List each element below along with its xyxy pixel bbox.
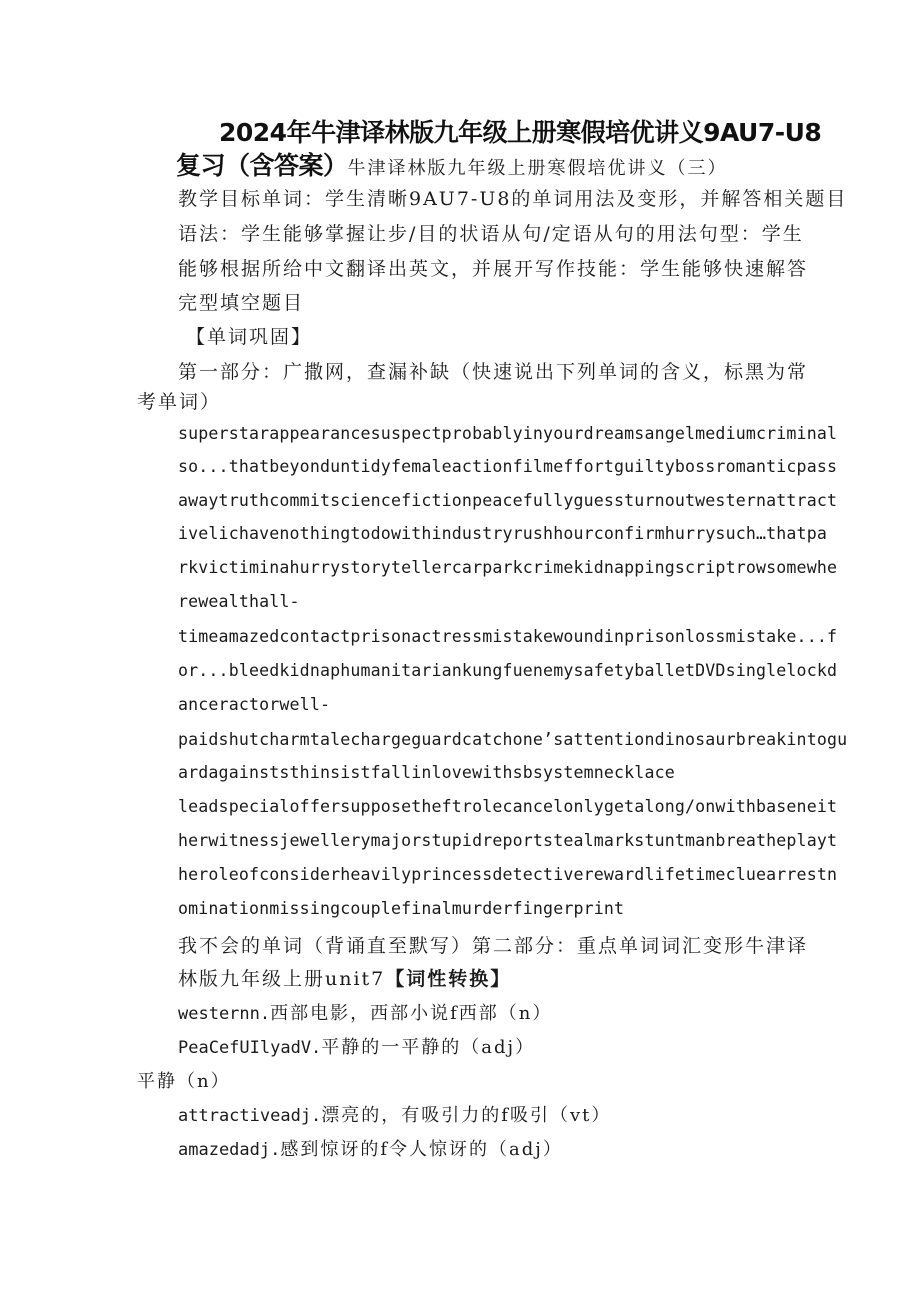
objective-line: 完型填空题目 [178,292,305,314]
part2-heading: 我不会的单词（背诵直至默写）第二部分：重点单词词汇变形牛津译 [178,935,809,957]
word-list-line: or...bleedkidnaphumanitariankungfuenemysafetyballetDVDsinglelockd [178,661,838,680]
conversion-item [178,1135,918,1161]
conversion-word: PeaCefUIlyadV. [178,1038,322,1058]
word-list-line: rewealthall- [178,592,300,611]
conversion-text: 平静的一平静的（adj） [321,1037,536,1058]
conversion-text: 西部电影，西部小说f西部（n） [270,1003,553,1024]
conversion-word: attractiveadj. [178,1106,322,1126]
word-list-line: herwitnessjewellerymajorstupidreportstealmarkstuntmanbreatheplayt [178,831,838,850]
document-title-line-2 [176,146,916,182]
objective-line: 教学目标单词：学生清晰9AU7-U8的单词用法及变形，并解答相关题目 [178,188,848,210]
conversion-item [178,1101,918,1127]
document-subtitle: 牛津译林版九年级上册寒假培优讲义（三） [347,158,728,179]
word-list-line: heroleofconsiderheavilyprincessdetectiverewardlifetimecluearrestn [178,865,838,884]
word-list-line: so...thatbeyonduntidyfemaleactionfilmeffortguiltybossromanticpass [178,457,838,476]
conversion-word: amazedadj. [178,1140,281,1160]
part2-heading-cont [178,964,918,991]
objective-line: 能够根据所给中文翻译出英文，并展开写作技能：学生能够快速解答 [178,258,809,280]
part1-instruction: 第一部分：广撒网，查漏补缺（快速说出下列单词的含义，标黑为常 [178,361,809,383]
word-list-line: superstarappearancesuspectprobablyinyourdreamsangelmediumcriminal [178,424,838,443]
document-title-part: 复习（含答案） [176,151,348,180]
conversion-item [178,999,918,1025]
conversion-item [178,1033,918,1059]
conversion-word: westernn. [178,1004,271,1024]
conversion-text: 感到惊讶的f令人惊讶的（adj） [280,1139,563,1160]
word-list-line: paidshutcharmtalechargeguardcatchone’sattentiondinosaurbreakintogu [178,730,848,749]
document-title-line-1: 2024年牛津译林版九年级上册寒假培优讲义9AU7-U8 [219,118,822,147]
conversion-text: 漂亮的，有吸引力的f吸引（vt） [321,1105,612,1126]
conversion-overflow: 平静（n） [137,1071,231,1092]
word-list-line: ominationmissingcouplefinalmurderfingerprint [178,899,625,918]
word-list-line: ardagainststhinsistfallinlovewithsbsystemnecklace [178,763,675,782]
word-list-line: rkvictiminahurrystorytellercarparkcrimekidnappingscriptrowsomewhe [178,558,838,577]
part1-instruction-cont: 考单词） [137,391,222,413]
vocab-heading: 【单词巩固】 [186,326,313,348]
word-list-line: leadspecialoffersupposetheftrolecancelonlygetalong/onwithbaseneit [178,797,838,816]
word-list-line: anceractorwell- [178,695,331,714]
word-list-line: ivelichavenothingtodowithindustryrushhourconfirmhurrysuch…thatpa [178,524,827,543]
word-list-line: awaytruthcommitsciencefictionpeacefullyguessturnoutwesternattract [178,491,838,510]
part2-unit-text: 林版九年级上册unit7 [178,968,386,990]
word-list-line: timeamazedcontactprisonactressmistakewoundinprisonlossmistake...f [178,627,838,646]
objective-line: 语法：学生能够掌握让步/目的状语从句/定语从句的用法句型：学生 [178,223,804,245]
part2-bracket-label: 【词性转换】 [385,968,512,990]
